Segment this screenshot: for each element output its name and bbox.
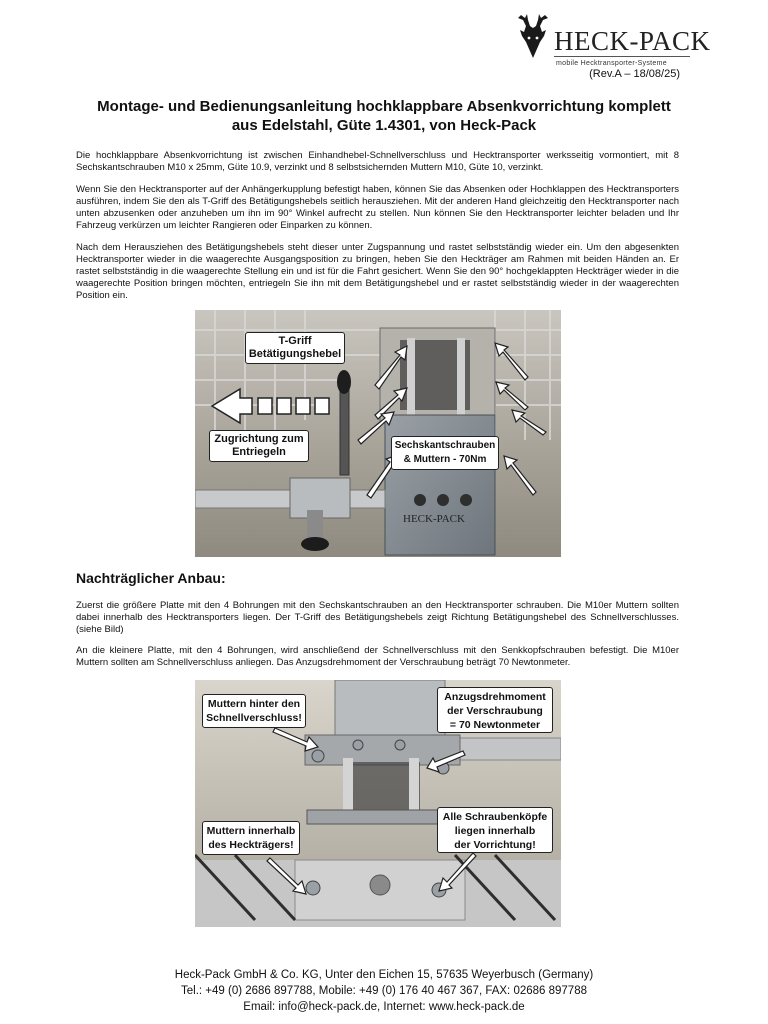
callout-torque-line2: der Verschraubung bbox=[447, 705, 543, 717]
logo-brand-text: HECK-PACK bbox=[554, 26, 711, 56]
footer-address: Heck-Pack GmbH & Co. KG, Unter den Eichen 15, 57635 Weyerbusch (Germany) bbox=[174, 969, 594, 981]
intro-paragraph-1: Die hochklappbare Absenkvorrichtung ist zwischen Einhandhebel-Schnellverschluss und Hecktransporter werksseitig vormontiert, mit 8 Sechskantschrauben M10 x 25mm, Güte 10.9, verzinkt und 8 selbstsichernden Muttern M10, Güte 10, verzinkt. bbox=[76, 150, 679, 173]
device-brand-label: HECK-PACK bbox=[403, 513, 465, 525]
footer-phone: Tel.: +49 (0) 2686 897788, Mobile: +49 (0) 176 40 467 367, FAX: 02686 897788 bbox=[181, 985, 587, 997]
callout-nuts-behind bbox=[202, 694, 306, 728]
callout-torque bbox=[437, 687, 553, 733]
heck-pack-logo bbox=[516, 12, 711, 67]
callout-bolts-line1: Sechskantschrauben bbox=[394, 440, 496, 451]
intro-paragraph-3: Nach dem Herausziehen des Betätigungshebels steht dieser unter Zugspannung und rastet selbstständig wieder ein. Um den abgesenkten Hecktransporter wieder in die waagerechte Ausgangsposition zu bringen, heben Sie den Heckträger am Rahmen mit beiden Händen an. Er rastet selbstständig in die waagerechte Stellung ein und ist für die Fahrt gesichert. Wenn Sie den 90° hochgeklappten Heckträger wieder in die waagerechte Position bringen möchten, entriegeln Sie ihn mit dem Betätigungshebel und er rastet selbstständig wieder in der waagerechten Position ein. bbox=[76, 242, 679, 301]
callout-torque-line1: Anzugsdrehmoment bbox=[444, 691, 546, 703]
callout-nuts-inside-line1: Muttern innerhalb bbox=[206, 825, 296, 837]
photo-retrofit-mounting bbox=[195, 680, 561, 927]
footer-contact: Email: info@heck-pack.de, Internet: www.heck-pack.de bbox=[243, 1001, 525, 1013]
callout-bolt-heads-line3: der Vorrichtung! bbox=[454, 839, 536, 851]
callout-hex-bolts bbox=[391, 436, 499, 470]
revision-label: (Rev.A – 18/08/25) bbox=[589, 68, 680, 80]
logo-tagline: mobile Hecktransporter-Systeme bbox=[556, 60, 667, 67]
callout-pull-direction bbox=[209, 430, 309, 462]
callout-bolt-heads bbox=[437, 807, 553, 853]
retrofit-paragraph-1: Zuerst die größere Platte mit den 4 Bohrungen mit den Sechskantschrauben an den Hecktransporter schrauben. Die M10er Muttern sollten dabei innerhalb des Hecktransporters liegen. Der T-Griff des Betätigungshebels zeigt Richtung Betätigungshebel des Schnellverschlusses. (siehe Bild) bbox=[76, 600, 679, 635]
stag-head-icon bbox=[516, 12, 550, 60]
callout-nuts-inside bbox=[202, 821, 300, 855]
callout-t-griff bbox=[245, 332, 345, 364]
callout-pull-line2: Entriegeln bbox=[232, 446, 286, 458]
callout-nuts-behind-line2: Schnellverschluss! bbox=[206, 712, 302, 724]
callout-t-griff-line1: T-Griff bbox=[278, 335, 312, 347]
section-heading-retrofit: Nachträglicher Anbau: bbox=[76, 570, 226, 586]
callout-pull-line1: Zugrichtung zum bbox=[214, 433, 304, 445]
callout-bolt-heads-line2: liegen innerhalb bbox=[454, 825, 536, 837]
callout-bolts-line2: & Muttern - 70Nm bbox=[403, 454, 487, 465]
photo-operating-lever bbox=[195, 310, 561, 557]
document-title bbox=[60, 97, 708, 135]
title-line-1: Montage- und Bedienungsanleitung hochklappbare Absenkvorrichtung komplett bbox=[97, 98, 671, 115]
callout-torque-line3: = 70 Newtonmeter bbox=[449, 719, 541, 731]
logo-rule bbox=[554, 56, 690, 57]
retrofit-paragraph-2: An die kleinere Platte, mit den 4 Bohrungen, wird anschließend der Schnellverschluss mit den Senkkopfschrauben befestigt. Die M10er Muttern sollten am Schnellverschluss anliegen. Das Anzugsdrehmoment der Verschraubung beträgt 70 Newtonmeter. bbox=[76, 645, 679, 668]
title-line-2: aus Edelstahl, Güte 1.4301, von Heck-Pack bbox=[231, 117, 537, 134]
callout-t-griff-line2: Betätigungshebel bbox=[248, 348, 342, 360]
callout-nuts-behind-line1: Muttern hinter den bbox=[207, 698, 301, 710]
intro-paragraph-2: Wenn Sie den Hecktransporter auf der Anhängerkupplung befestigt haben, können Sie das Absenken oder Hochklappen des Hecktransporters ausführen, indem Sie den als T-Griff des Betätigungshebels seitlich herausziehen. Mit der anderen Hand gleichzeitig den Hecktransporter nach unten abzusenken oder anzuheben um ihn im 90° Winkel aufrecht zu stellen. Nun können Sie den Hecktransporter leichter beladen und Ihr Fahrzeug verkürzen um leichter Rangieren oder Einparken zu können. bbox=[76, 184, 679, 231]
callout-bolt-heads-line1: Alle Schraubenköpfe bbox=[442, 811, 548, 823]
callout-nuts-inside-line2: des Heckträgers! bbox=[208, 839, 294, 851]
